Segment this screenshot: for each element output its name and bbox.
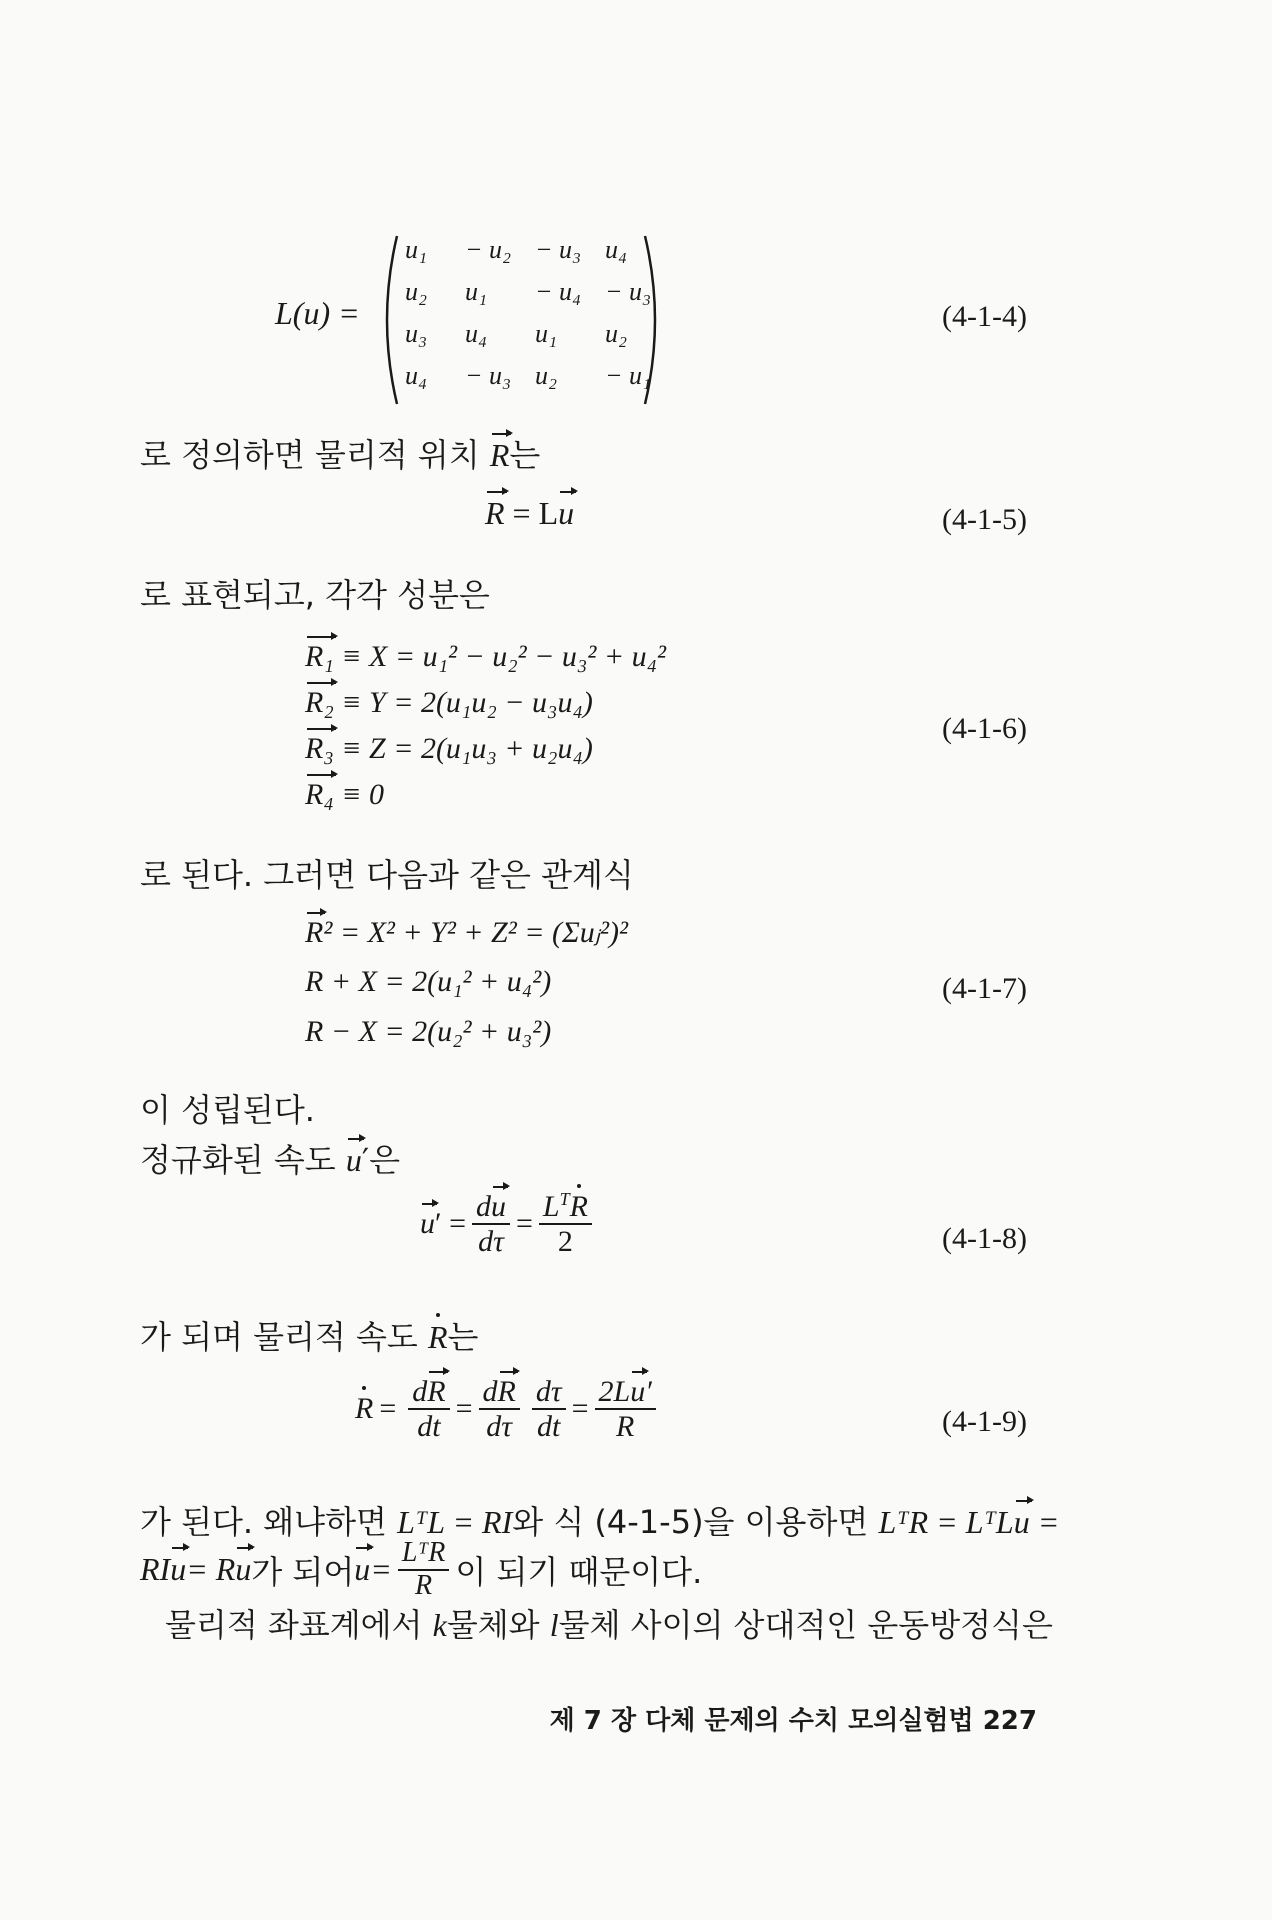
matrix-cell: u₄ bbox=[605, 235, 628, 264]
matrix-cell: − u₃ bbox=[605, 277, 652, 306]
vec-u-p8c: u bbox=[354, 1551, 371, 1588]
equation-rest: R − X = 2(u₂² + u₃²) bbox=[305, 1015, 552, 1048]
vector-symbol: R₁ bbox=[305, 640, 334, 673]
matrix-cell: u₃ bbox=[405, 319, 428, 348]
paragraph-6 bbox=[140, 1312, 478, 1358]
p1-text-b: 는 bbox=[509, 436, 541, 474]
vec-u-num: u bbox=[490, 1190, 506, 1223]
vec-u-p5: u bbox=[345, 1142, 362, 1178]
vector-symbol: R₃ bbox=[305, 732, 334, 765]
eq9-eq2: = bbox=[455, 1392, 473, 1425]
equation-line bbox=[305, 1015, 551, 1049]
eq8-dtau: dτ bbox=[478, 1225, 504, 1258]
equation-4-1-8 bbox=[420, 1190, 598, 1258]
equation-line bbox=[305, 778, 384, 812]
equation-line bbox=[305, 965, 551, 999]
matrix-cell: u₄ bbox=[405, 361, 428, 390]
frac-dtau-dt bbox=[532, 1375, 566, 1443]
equation-4-1-9 bbox=[355, 1375, 662, 1443]
p7-text-c: 와 식 (4-1-5)을 이용하면 bbox=[512, 1503, 879, 1541]
page-footer: 제 7 장 다체 문제의 수치 모의실험법 227 bbox=[549, 1706, 1037, 1736]
eq9-R: R bbox=[615, 1410, 635, 1443]
p9-text-a: 물리적 좌표계에서 bbox=[165, 1606, 433, 1644]
paragraph-4: 이 성립된다. bbox=[140, 1091, 315, 1129]
eq8-equals: = bbox=[515, 1207, 533, 1240]
eq9-d1: d bbox=[412, 1375, 428, 1408]
frac-du-dtau bbox=[472, 1190, 510, 1258]
dot-R-eq9: R bbox=[355, 1392, 374, 1425]
eq9-d2: d bbox=[482, 1375, 498, 1408]
eq9-eq1: = bbox=[379, 1392, 397, 1425]
p8-frac-den: R bbox=[415, 1569, 433, 1601]
p8-text-e: 가 되어 bbox=[251, 1552, 355, 1591]
eq-number-4-1-8: (4-1-8) bbox=[942, 1222, 1027, 1255]
matrix-cell: u₂ bbox=[605, 319, 628, 348]
p8-RI: RI bbox=[140, 1551, 171, 1588]
matrix-cell: u₂ bbox=[535, 361, 558, 390]
p8-text-h: 이 되기 때문이다. bbox=[455, 1552, 703, 1591]
p7-math-4: = bbox=[1029, 1504, 1060, 1540]
p9-k: k bbox=[432, 1607, 447, 1643]
vec-R-eq5: R bbox=[485, 495, 505, 531]
eq9-2L: 2L bbox=[598, 1375, 631, 1408]
vec-u-eq5: u bbox=[558, 495, 575, 531]
matrix-cell: u₁ bbox=[405, 235, 428, 264]
vector-symbol: R bbox=[305, 916, 324, 949]
equation-line bbox=[305, 686, 593, 720]
eq-number-4-1-4: (4-1-4) bbox=[942, 300, 1027, 333]
eq8-L: L bbox=[542, 1190, 560, 1223]
equation-rest: ≡ Z = 2(u₁u₃ + u₂u₄) bbox=[333, 732, 593, 765]
eq8-d: d bbox=[475, 1190, 491, 1223]
vec-u-f4: u bbox=[630, 1375, 646, 1408]
eq5-mid: = L bbox=[504, 495, 559, 531]
p8-frac-num: LᵀR bbox=[398, 1538, 450, 1571]
p1-text-a: 로 정의하면 물리적 위치 bbox=[140, 436, 490, 474]
vector-symbol: R₂ bbox=[305, 686, 334, 719]
frac-dR-dtau bbox=[479, 1375, 520, 1443]
frac-LTR-R bbox=[398, 1538, 450, 1602]
paragraph-2: 로 표현되고, 각각 성분은 bbox=[140, 576, 490, 614]
matrix-cell: u₁ bbox=[465, 277, 488, 306]
eq-number-4-1-6: (4-1-6) bbox=[942, 712, 1027, 745]
p8-eq: = bbox=[370, 1551, 392, 1588]
eq9-dtau-num: dτ bbox=[532, 1375, 566, 1410]
eq8-two: 2 bbox=[557, 1225, 573, 1258]
vec-R-f2: R bbox=[497, 1375, 516, 1408]
equation-line bbox=[305, 915, 628, 950]
paragraph-1 bbox=[140, 430, 540, 476]
matrix-cell: u₂ bbox=[405, 277, 428, 306]
eq9-dtau: dτ bbox=[486, 1410, 513, 1443]
matrix-cell: − u₃ bbox=[465, 361, 512, 390]
matrix-cell: u₄ bbox=[465, 319, 488, 348]
eq-number-4-1-9: (4-1-9) bbox=[942, 1405, 1027, 1438]
p9-l: l bbox=[549, 1607, 559, 1643]
vec-u-p7: u bbox=[1013, 1504, 1030, 1540]
paragraph-3: 로 된다. 그러면 다음과 같은 관계식 bbox=[140, 856, 634, 894]
frac-dR-dt bbox=[408, 1375, 449, 1443]
matrix-cell: − u₄ bbox=[535, 277, 582, 306]
matrix-lhs-text: L(u) = bbox=[275, 295, 360, 331]
equation-line bbox=[305, 640, 666, 674]
p5-text-a: 정규화된 속도 bbox=[140, 1141, 346, 1179]
matrix-cell: u₁ bbox=[535, 319, 558, 348]
p5-text-b: ′은 bbox=[361, 1141, 401, 1179]
eq9-eq3: = bbox=[571, 1392, 589, 1425]
p7-math-1: LᵀL = RI bbox=[397, 1504, 513, 1540]
eq9-prime: ′ bbox=[645, 1375, 652, 1408]
equation-4-1-5 bbox=[485, 495, 574, 532]
p6-text-b: 는 bbox=[447, 1318, 479, 1356]
eq8-prime: ′ = bbox=[435, 1207, 466, 1240]
eq-number-4-1-5: (4-1-5) bbox=[942, 503, 1027, 536]
paragraph-8 bbox=[140, 1538, 702, 1602]
paragraph-9 bbox=[165, 1600, 1053, 1646]
matrix-grid bbox=[405, 235, 665, 405]
equation-rest: ² = X² + Y² + Z² = (Σuⱼ²)² bbox=[323, 916, 629, 949]
eq-number-4-1-7: (4-1-7) bbox=[942, 972, 1027, 1005]
vec-u-p8b: u bbox=[235, 1551, 252, 1588]
p9-text-c: 물체 사이의 상대적인 운동방정식은 bbox=[558, 1606, 1053, 1644]
p9-text-b: 물체와 bbox=[446, 1606, 550, 1644]
p7-text-a: 가 된다. 왜냐하면 bbox=[140, 1503, 398, 1541]
equation-rest: R + X = 2(u₁² + u₄²) bbox=[305, 965, 552, 998]
dot-R-p6: R bbox=[427, 1319, 448, 1355]
vec-u-eq8: u bbox=[420, 1207, 435, 1240]
p8-eq-R: = R bbox=[186, 1551, 236, 1588]
matrix-cell: − u₃ bbox=[535, 235, 582, 264]
equation-rest: ≡ X = u₁² − u₂² − u₃² + u₄² bbox=[333, 640, 667, 673]
eq8-T: T bbox=[559, 1189, 570, 1209]
equation-rest: ≡ 0 bbox=[333, 778, 385, 811]
frac-LTR-2 bbox=[539, 1190, 592, 1258]
vec-R: R bbox=[489, 437, 510, 473]
eq9-dt2: dt bbox=[537, 1410, 561, 1443]
matrix-cell: − u₁ bbox=[605, 361, 652, 390]
vec-u-p8a: u bbox=[170, 1551, 187, 1588]
p6-text-a: 가 되며 물리적 속도 bbox=[140, 1318, 428, 1356]
frac-2Lu-R bbox=[595, 1375, 656, 1443]
p7-math-2: LᵀR bbox=[878, 1504, 929, 1540]
paragraph-5 bbox=[140, 1135, 400, 1181]
vec-R-f1: R bbox=[427, 1375, 446, 1408]
paragraph-7 bbox=[140, 1497, 1059, 1543]
matrix-cell: − u₂ bbox=[465, 235, 512, 264]
equation-rest: ≡ Y = 2(u₁u₂ − u₃u₄) bbox=[333, 686, 593, 719]
eq9-dt1: dt bbox=[417, 1410, 441, 1443]
dot-R-eq8: R bbox=[569, 1190, 588, 1223]
matrix-lhs bbox=[275, 295, 360, 332]
equation-line bbox=[305, 732, 593, 766]
p7-math-3: = LᵀL bbox=[928, 1504, 1014, 1540]
vector-symbol: R₄ bbox=[305, 778, 334, 811]
